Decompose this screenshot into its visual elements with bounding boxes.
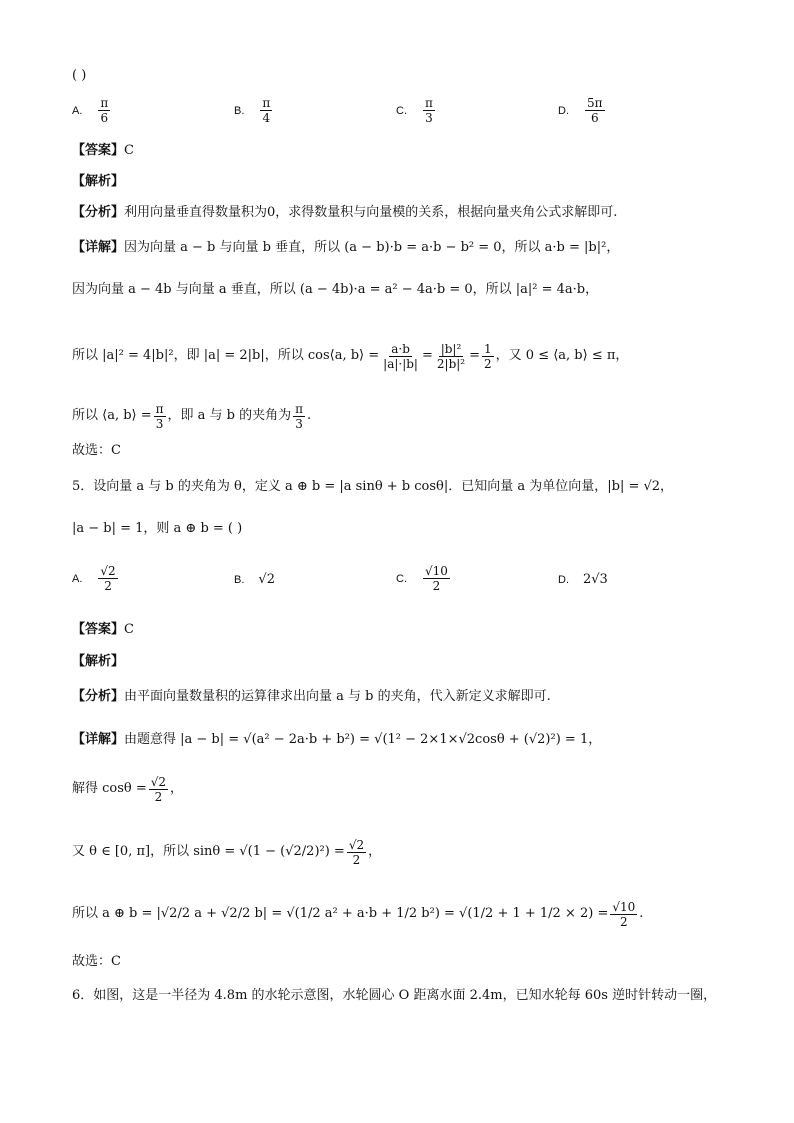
q4-option-a[interactable]: [72, 96, 112, 125]
solution-text: 因为向量 a − b 与向量 b 垂直，所以 (a − b)·b = a·b − b² = 0，所以 a·b = |b|²，: [124, 240, 620, 255]
cos-fraction: $\frac{a\cdot b}{|a|\cdot|b|}$: [383, 341, 418, 371]
solution-text: ，: [368, 844, 382, 859]
xiangjie-tag: 【详解】: [72, 240, 125, 255]
q4-xiangjie-line3: [72, 336, 734, 376]
equals: =: [421, 348, 433, 363]
q5-answer: [72, 620, 734, 640]
fenxi-tag: 【分析】: [72, 205, 125, 220]
solution-text: 解得 cosθ =: [72, 781, 147, 796]
solution-text: 由题意得 |a − b| = √(a² − 2a·b + b²) = √(1² − 2×1×√2cosθ + (√2)²) = 1，: [124, 732, 602, 747]
cos-fraction: $\frac{√2}{2}$: [150, 774, 167, 804]
q6-stem-line1: 6．如图，这是一半径为 4.8m 的水轮示意图，水轮圆心 O 距离水面 2.4m，已知水轮每 60s 逆时针转动一圈，: [72, 988, 717, 1003]
q4-xiangjie-line2: 因为向量 a − 4b 与向量 a 垂直，所以 (a − 4b)·a = a² − 4a·b = 0，所以 |a|² = 4a·b，: [72, 282, 599, 297]
option-fraction: $\frac{\pi}{6}$: [100, 96, 109, 125]
option-label: B.: [234, 104, 245, 117]
option-value: 2√3: [583, 572, 608, 587]
q4-option-d[interactable]: [558, 96, 607, 125]
option-label: B.: [234, 573, 245, 586]
solution-text: 所以 a ⊕ b = |√2/2 a + √2/2 b| = √(1/2 a² + a·b + 1/2 b²) = √(1/2 + 1 + 1/2 × 2) =: [72, 906, 609, 921]
option-label: D.: [558, 104, 569, 117]
q5-xiangjie-line2: [72, 770, 734, 808]
q5-option-b[interactable]: [234, 572, 275, 587]
solution-text: 所以 ⟨a, b⟩ =: [72, 408, 152, 423]
option-value: √2: [258, 572, 275, 587]
answer-value: C: [124, 143, 134, 158]
q4-xiangjie-line1: [72, 238, 734, 258]
q5-analysis-heading: [72, 652, 734, 672]
angle-fraction: $\frac{\pi}{3}$: [295, 401, 304, 431]
solution-text: 所以 |a|² = 4|b|²，即 |a| = 2|b|，所以 cos⟨a, b⟩ =: [72, 348, 380, 363]
q5-option-d[interactable]: [558, 572, 608, 587]
answer-tag: 【答案】: [72, 622, 125, 637]
solution-text: .: [307, 408, 312, 423]
option-fraction: $\frac{\pi}{3}$: [425, 96, 433, 125]
q4-analysis-heading: [72, 172, 734, 192]
solution-text: 又 θ ∈ [0, π]，所以 sinθ = √(1 − (√2/2)²) =: [72, 844, 345, 859]
q4-answer: [72, 141, 734, 161]
analysis-tag: 【解析】: [72, 174, 125, 189]
half-fraction: $\frac{1}{2}$: [484, 341, 492, 371]
solution-text: ，又 0 ≤ ⟨a, b⟩ ≤ π，: [495, 348, 629, 363]
q4-guxuan: 故选：C: [72, 443, 121, 458]
fenxi-tag: 【分析】: [72, 689, 125, 704]
option-fraction: $\frac{√10}{2}$: [425, 564, 448, 593]
solution-text: .: [639, 906, 644, 921]
q5-option-c[interactable]: [396, 564, 452, 593]
analysis-tag: 【解析】: [72, 654, 125, 669]
solution-text: ，: [170, 781, 184, 796]
option-fraction: $\frac{\pi}{4}$: [262, 96, 271, 125]
q5-guxuan: 故选：C: [72, 954, 121, 969]
q5-xiangjie-line4: [72, 892, 734, 936]
q5-stem-line1: 5．设向量 a 与 b 的夹角为 θ，定义 a ⊕ b = |a sinθ + b cosθ|．已知向量 a 为单位向量，|b| = √2，: [72, 479, 674, 494]
fenxi-text: 利用向量垂直得数量积为0，求得数量积与向量模的关系，根据向量夹角公式求解即可.: [124, 205, 618, 220]
q5-stem-line2: |a − b| = 1，则 a ⊕ b = ( ): [72, 521, 243, 536]
option-fraction: $\frac{√2}{2}$: [100, 564, 116, 593]
option-label: C.: [396, 572, 407, 585]
option-fraction: $\frac{5\pi}{6}$: [587, 96, 603, 125]
q5-option-a[interactable]: [72, 564, 120, 593]
q4-xiangjie-line4: [72, 398, 734, 434]
option-label: D.: [558, 573, 569, 586]
option-label: A.: [72, 572, 83, 585]
q5-xiangjie-line3: [72, 830, 734, 874]
option-label: C.: [396, 104, 407, 117]
xiangjie-tag: 【详解】: [72, 732, 125, 747]
answer-tag: 【答案】: [72, 143, 125, 158]
solution-text: ，即 a 与 b 的夹角为: [167, 408, 292, 423]
q4-fenxi: [72, 203, 734, 223]
ratio-fraction: $\frac{\text{|b|²}}{\text{2|b|²}}$: [436, 341, 466, 371]
option-label: A.: [72, 104, 83, 117]
q5-fenxi: [72, 687, 734, 707]
answer-value: C: [124, 622, 134, 637]
q4-option-b[interactable]: [234, 96, 274, 125]
result-fraction: $\frac{√10}{2}$: [612, 899, 636, 929]
angle-fraction: $\frac{\pi}{3}$: [155, 401, 164, 431]
equals: =: [469, 348, 481, 363]
fenxi-text: 由平面向量数量积的运算律求出向量 a 与 b 的夹角，代入新定义求解即可.: [124, 689, 551, 704]
q4-option-c[interactable]: [396, 96, 437, 125]
q4-paren: ( ): [72, 68, 87, 83]
sin-fraction: $\frac{√2}{2}$: [348, 837, 365, 867]
q5-xiangjie-line1: [72, 730, 734, 750]
